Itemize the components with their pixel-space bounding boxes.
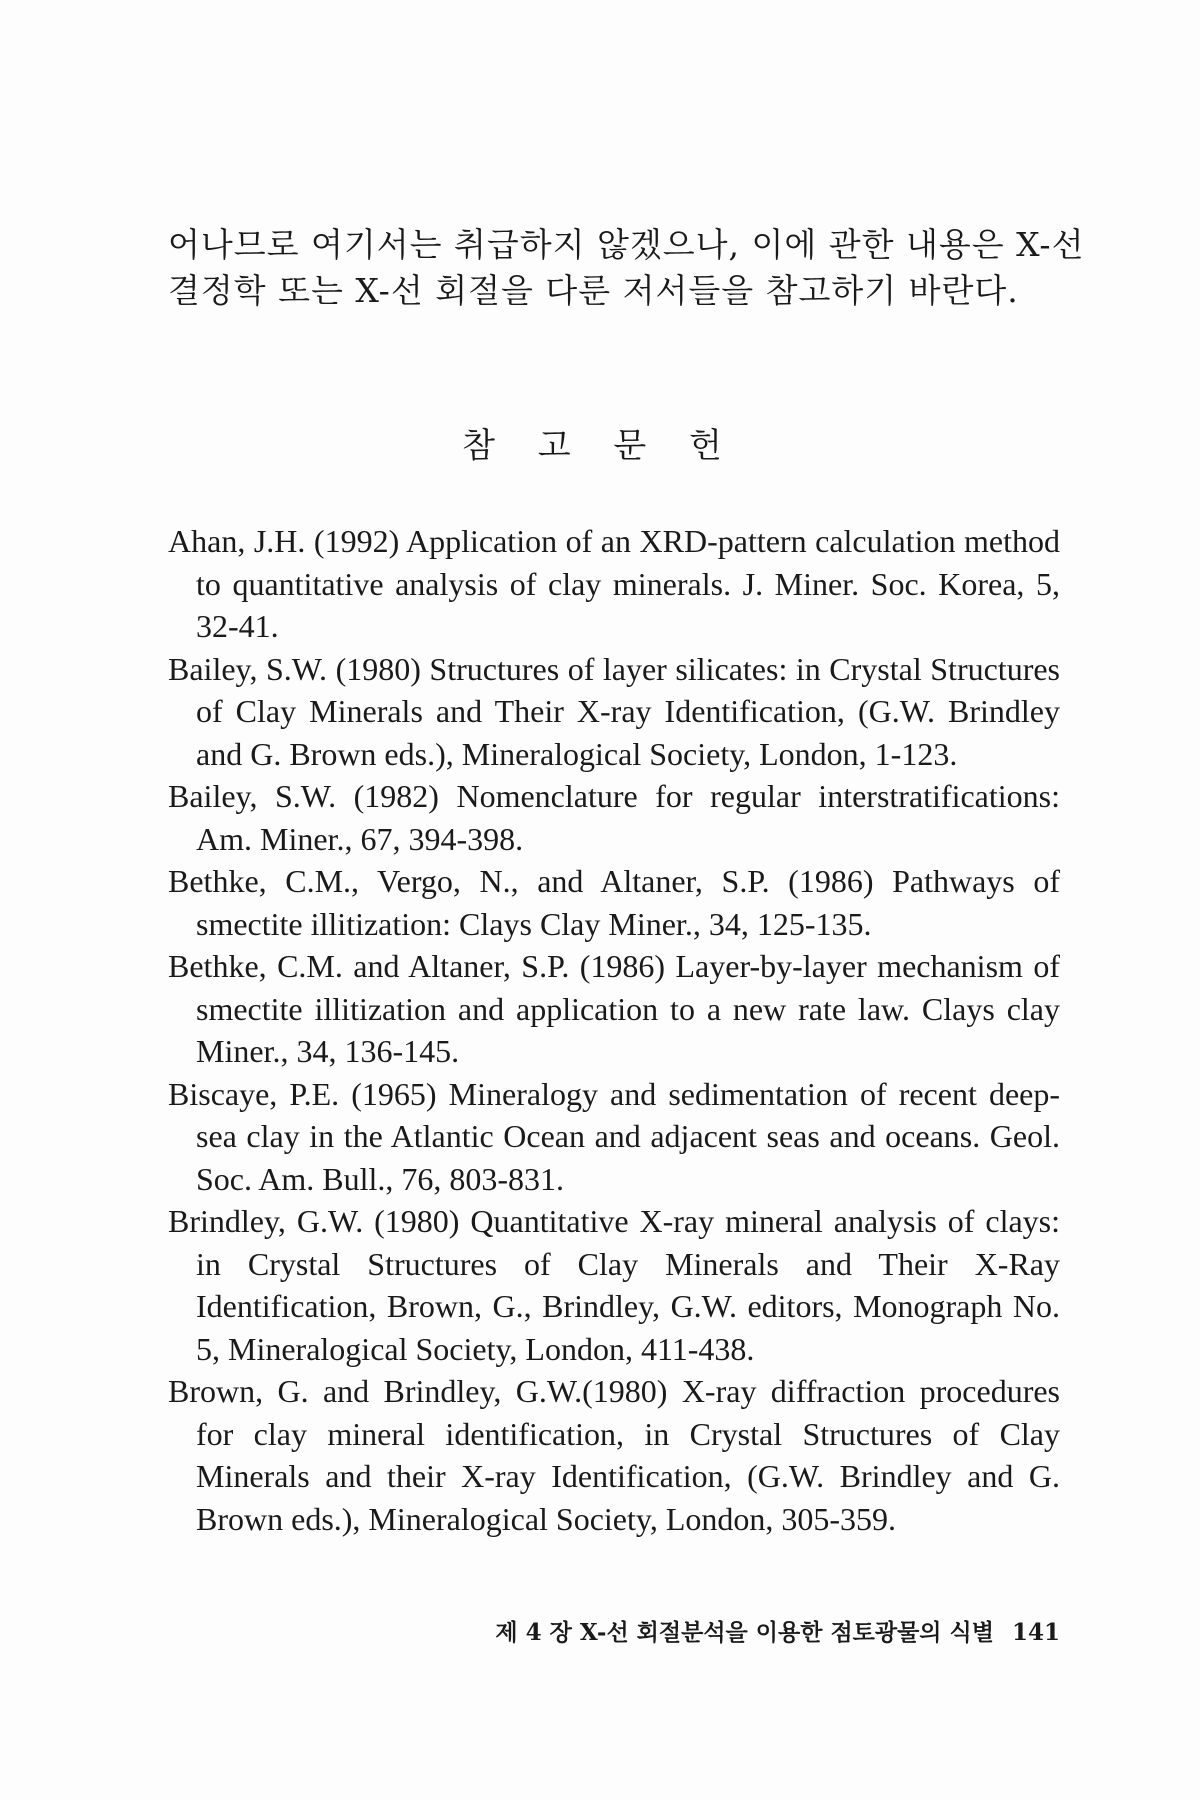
section-title: 참 고 문 헌 xyxy=(462,426,738,466)
intro-line-1: 어나므로 여기서는 취급하지 않겠으나, 이에 관한 내용은 X-선 xyxy=(168,225,1085,264)
reference-item: Ahan, J.H. (1992) Application of an XRD-pattern calculation method to quantitative analysis of clay minerals. J. Miner. Soc. Korea, 5, 32-41. xyxy=(168,523,1060,644)
page-footer xyxy=(400,1614,1060,1647)
reference-list xyxy=(168,520,1060,1540)
reference-item: Brindley, G.W. (1980) Quantitative X-ray mineral analysis of clays: in Crystal Structures of Clay Minerals and Their X-Ray Identification, Brown, G., Brindley, G.W. editors, Monograph No. 5, Mineralogical Society, London, 411-438. xyxy=(168,1203,1060,1367)
page-number: 141 xyxy=(1011,1619,1060,1646)
reference-item: Bethke, C.M., Vergo, N., and Altaner, S.P. (1986) Pathways of smectite illitization: Clays Clay Miner., 34, 125-135. xyxy=(168,863,1060,942)
reference-item: Bethke, C.M. and Altaner, S.P. (1986) Layer-by-layer mechanism of smectite illitization and application to a new rate law. Clays clay Miner., 34, 136-145. xyxy=(168,948,1060,1069)
reference-item: Bailey, S.W. (1982) Nomenclature for regular interstratifications: Am. Miner., 67, 394-398. xyxy=(168,778,1060,857)
reference-item: Bailey, S.W. (1980) Structures of layer silicates: in Crystal Structures of Clay Minerals and Their X-ray Identification, (G.W. Brindley and G. Brown eds.), Mineralogical Society, London, 1-123. xyxy=(168,650,1060,772)
reference-item: Brown, G. and Brindley, G.W.(1980) X-ray diffraction procedures for clay mineral identification, in Crystal Structures of Clay Minerals and their X-ray Identification, (G.W. Brindley and G. Brown eds.), Mineralogical Society, London, 305-359. xyxy=(168,1373,1060,1537)
reference-item: Biscaye, P.E. (1965) Mineralogy and sedimentation of recent deep-sea clay in the Atlantic Ocean and adjacent seas and oceans. Geol. Soc. Am. Bull., 76, 803-831. xyxy=(168,1075,1060,1197)
intro-paragraph xyxy=(168,222,1085,314)
chapter-title: 제 4 장 X-선 회절분석을 이용한 점토광물의 식별 xyxy=(495,1619,994,1646)
intro-line-2: 결정학 또는 X-선 회절을 다룬 저서들을 참고하기 바란다. xyxy=(168,271,1019,310)
